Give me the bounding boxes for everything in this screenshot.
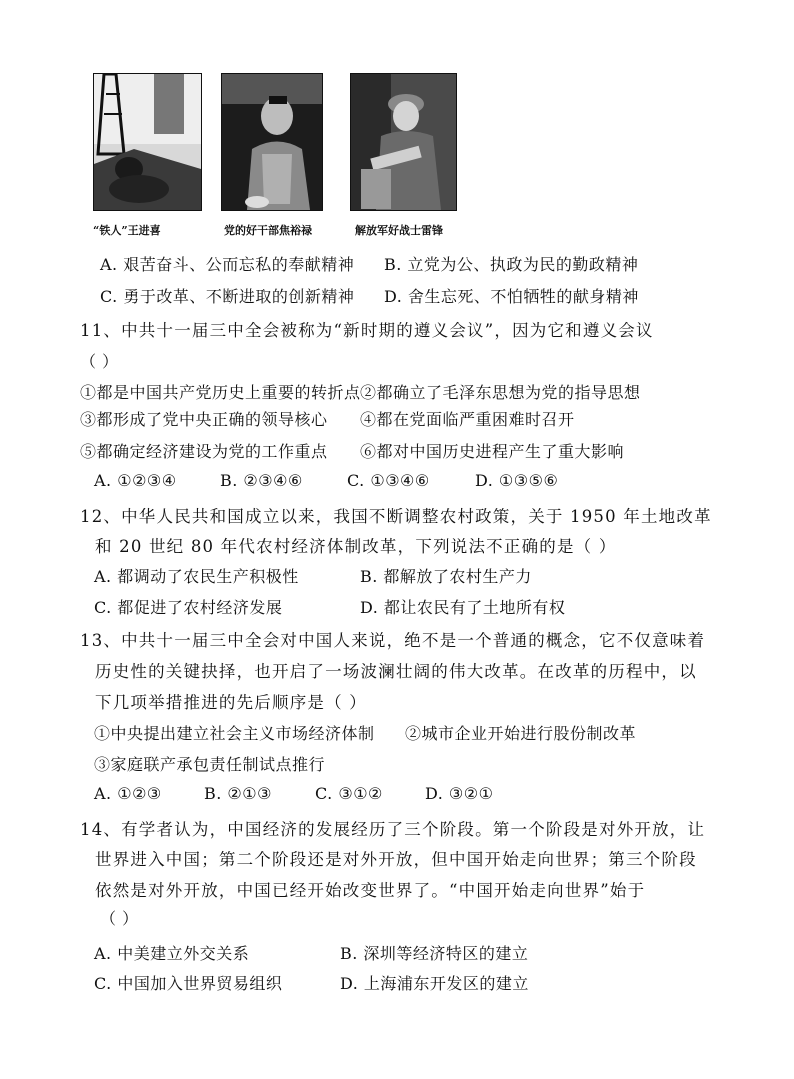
portrait-icon <box>222 74 322 210</box>
q14-option-b: B. 深圳等经济特区的建立 <box>340 944 529 963</box>
q14-option-c: C. 中国加入世界贸易组织 <box>94 974 283 993</box>
q11-option-a: A. ①②③④ <box>94 471 177 490</box>
q12-option-b: B. 都解放了农村生产力 <box>360 567 532 586</box>
q12-option-c: C. 都促进了农村经济发展 <box>94 598 283 617</box>
q12-stem-line-1: 12、中华人民共和国成立以来，我国不断调整农村政策，关于 1950 年土地改革 <box>80 507 712 526</box>
soldier-portrait-icon <box>351 74 456 210</box>
q12-option-d: D. 都让农民有了土地所有权 <box>360 598 566 617</box>
photo-lei-feng <box>350 73 457 211</box>
q10-option-d: D. 舍生忘死、不怕牺牲的献身精神 <box>384 287 639 306</box>
q13-option-c: C. ③①② <box>315 784 383 803</box>
q11-item-4: ④都在党面临严重困难时召开 <box>360 410 575 429</box>
q11-option-c: C. ①③④⑥ <box>347 471 430 490</box>
q13-stem-line-2: 历史性的关键抉择，也开启了一场波澜壮阔的伟大改革。在改革的历程中，以 <box>95 662 697 681</box>
q10-option-a: A. 艰苦奋斗、公而忘私的奉献精神 <box>100 255 355 274</box>
q10-option-c: C. 勇于改革、不断进取的创新精神 <box>100 287 355 306</box>
q11-item-1: ①都是中国共产党历史上重要的转折点 <box>80 383 361 402</box>
caption-wang-jinxi: “铁人”王进喜 <box>93 224 161 237</box>
photo-wang-jinxi <box>93 73 202 211</box>
q11-stem-line-2: （ ） <box>80 352 119 371</box>
q10-option-b: B. 立党为公、执政为民的勤政精神 <box>384 255 639 274</box>
q14-stem-line-2: 世界进入中国；第二个阶段还是对外开放，但中国开始走向世界；第三个阶段 <box>95 850 697 869</box>
q14-option-d: D. 上海浦东开发区的建立 <box>340 974 529 993</box>
q11-item-5: ⑤都确定经济建设为党的工作重点 <box>80 442 328 461</box>
q11-item-3: ③都形成了党中央正确的领导核心 <box>80 410 328 429</box>
q13-stem-line-3: 下几项举措推进的先后顺序是（ ） <box>95 693 367 712</box>
q11-stem-line-1: 11、中共十一届三中全会被称为“新时期的遵义会议”，因为它和遵义会议 <box>80 321 654 340</box>
q13-option-a: A. ①②③ <box>94 784 162 803</box>
q11-option-b: B. ②③④⑥ <box>220 471 303 490</box>
q14-stem-line-1: 14、有学者认为，中国经济的发展经历了三个阶段。第一个阶段是对外开放，让 <box>80 820 706 839</box>
q13-stem-line-1: 13、中共十一届三中全会对中国人来说，绝不是一个普通的概念，它不仅意味着 <box>80 631 706 650</box>
q11-item-2: ②都确立了毛泽东思想为党的指导思想 <box>360 383 641 402</box>
q13-item-2: ②城市企业开始进行股份制改革 <box>405 724 637 743</box>
q11-option-d: D. ①③⑤⑥ <box>475 471 559 490</box>
q11-item-6: ⑥都对中国历史进程产生了重大影响 <box>360 442 625 461</box>
q14-option-a: A. 中美建立外交关系 <box>94 944 250 963</box>
q12-stem-line-2: 和 20 世纪 80 年代农村经济体制改革，下列说法不正确的是（ ） <box>95 537 617 556</box>
caption-lei-feng: 解放军好战士雷锋 <box>355 224 443 237</box>
q13-item-1: ①中央提出建立社会主义市场经济体制 <box>94 724 375 743</box>
q14-stem-line-4: （ ） <box>100 909 139 928</box>
q13-option-d: D. ③②① <box>425 784 494 803</box>
q13-item-3: ③家庭联产承包责任制试点推行 <box>94 755 326 774</box>
q13-option-b: B. ②①③ <box>204 784 272 803</box>
q14-stem-line-3: 依然是对外开放，中国已经开始改变世界了。“中国开始走向世界”始于 <box>95 881 646 900</box>
q12-option-a: A. 都调动了农民生产积极性 <box>94 567 299 586</box>
photo-jiao-yulu <box>221 73 323 211</box>
caption-jiao-yulu: 党的好干部焦裕禄 <box>224 224 312 237</box>
oil-derrick-worker-icon <box>94 74 201 210</box>
